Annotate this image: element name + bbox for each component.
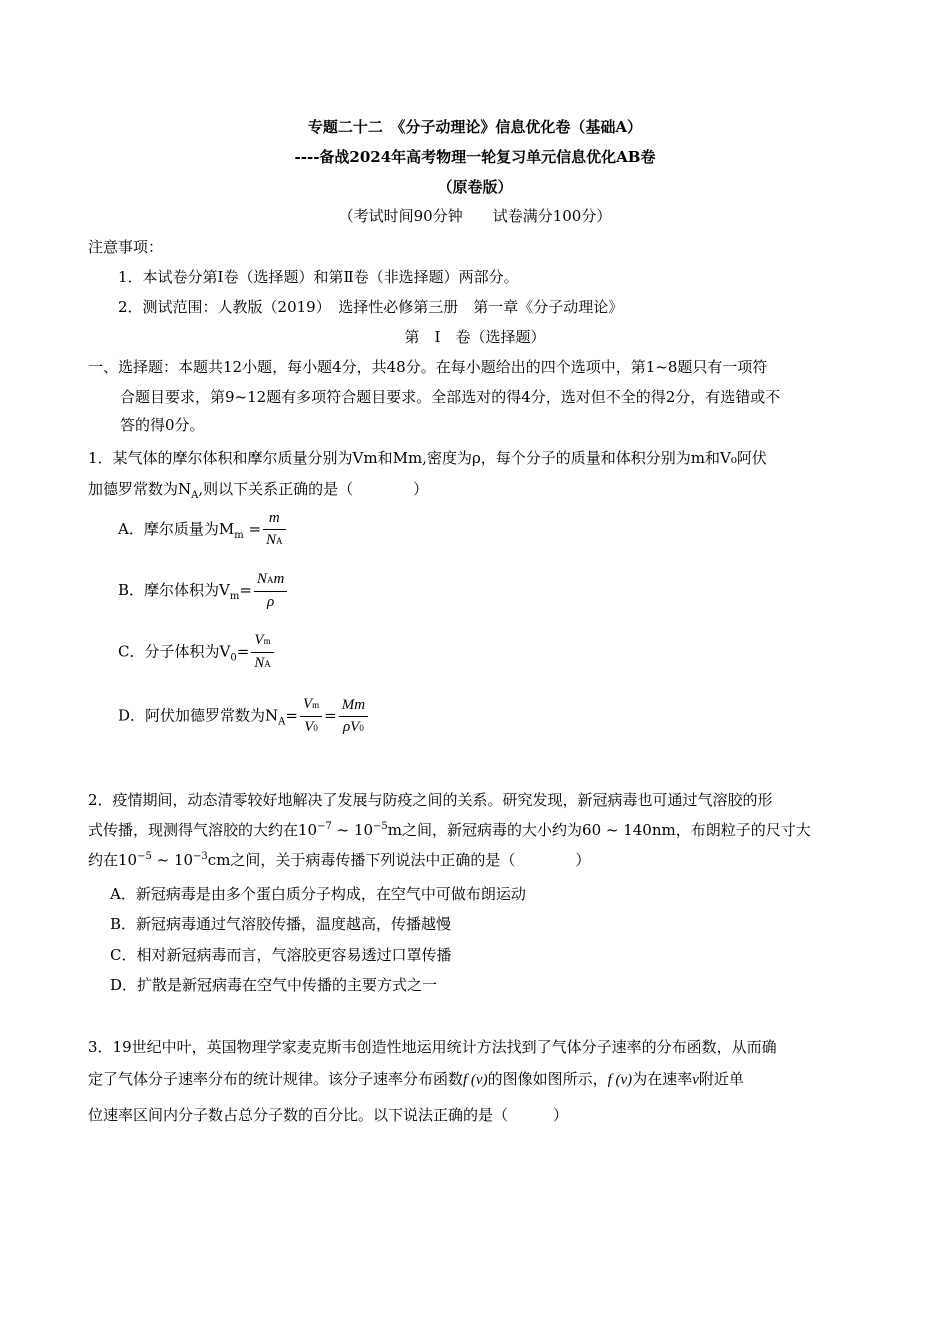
formula-fv: f (v) [463, 1072, 488, 1088]
q1-option-c[interactable]: C．分子体积为$V_0=$ $\frac{Vm}{NA}$ [118, 630, 276, 675]
formula-fraction: $\frac{m}{NA}$ [263, 508, 286, 552]
q2-option-b[interactable]: B．新冠病毒通过气溶胶传播，温度越高，传播越慢 [110, 915, 452, 933]
section-intro-line1: 一、选择题：本题共12小题，每小题4分，共48分。在每小题给出的四个选项中，第1~8题只有一项符 [88, 358, 768, 376]
section-title: 第 Ⅰ 卷（选择题） [404, 328, 546, 346]
exam-info: （考试时间90分钟 试卷满分100分） [338, 207, 612, 225]
section-intro-line2: 合题目要求，第9~12题有多项符合题目要求。全部选对的得4分，选对但不全的得2分，有选错或不 [120, 388, 781, 406]
formula-fraction: $\frac{\text{NAm}}{\rho}$ [254, 569, 287, 613]
q3-stem-line3: 位速率区间内分子数占总分子数的百分比。以下说法正确的是（ ） [88, 1106, 569, 1124]
notice-item-1: 1．本试卷分第Ⅰ卷（选择题）和第Ⅱ卷（非选择题）两部分。 [118, 268, 519, 286]
exam-subtitle: ----备战2024年高考物理一轮复习单元信息优化AB卷 [294, 148, 656, 166]
q2-option-d[interactable]: D．扩散是新冠病毒在空气中传播的主要方式之一 [110, 976, 438, 994]
q1-option-a[interactable]: A．摩尔质量为$M_m$ = $\frac{m}{NA}$ [118, 508, 288, 552]
formula-fv: f (v) [607, 1072, 633, 1088]
q2-option-c[interactable]: C．相对新冠病毒而言，气溶胶更容易透过口罩传播 [110, 946, 452, 964]
q1-stem-line1: 1．某气体的摩尔体积和摩尔质量分别为Vm和Mm,密度为ρ，每个分子的质量和体积分别为m和V₀阿伏 [88, 449, 767, 467]
formula-fraction: $\frac{Vm}{V0}$ [300, 694, 322, 739]
q2-stem-line2: 式传播，现测得气溶胶的大约在$10^{-7}$ ~ $10^{-5}m$之间，新冠病毒的大小约为60 ~ 140nm，布朗粒子的尺寸大 [88, 821, 811, 839]
formula-fraction: $\frac{Mm}{\rho V0}$ [339, 695, 368, 739]
notice-heading: 注意事项： [88, 238, 164, 256]
exam-version: （原卷版） [437, 178, 513, 196]
exam-title: 专题二十二 《分子动理论》信息优化卷（基础A） [307, 118, 643, 136]
q3-stem-line1: 3．19世纪中叶，英国物理学家麦克斯韦创造性地运用统计方法找到了气体分子速率的分布函数，从而确 [88, 1038, 777, 1056]
notice-item-2: 2．测试范围：人教版（2019） 选择性必修第三册 第一章《分子动理论》 [118, 298, 624, 316]
q2-stem-line1: 2．疫情期间，动态清零较好地解决了发展与防疫之间的关系。研究发现，新冠病毒也可通过气溶胶的形 [88, 791, 773, 809]
q2-option-a[interactable]: A．新冠病毒是由多个蛋白质分子构成，在空气中可做布朗运动 [110, 885, 526, 903]
q1-option-b[interactable]: B．摩尔体积为$V_m=$ $\frac{\text{NAm}}{\rho}$ [118, 569, 289, 613]
formula-fraction: $\frac{Vm}{NA}$ [251, 630, 274, 675]
q2-stem-line3: 约在$10^{-5}$ ~ $10^{-3}cm$之间，关于病毒传播下列说法中正确的是（ ） [88, 851, 591, 869]
q1-stem-line2: 加德罗常数为$N_A$,则以下关系正确的是（ ） [88, 480, 429, 501]
q1-option-d[interactable]: D．阿伏加德罗常数为$N_A=$ $\frac{Vm}{V0}$ = $\frac{Mm}{\rho V0}$ [118, 694, 370, 739]
q3-stem-line2: 定了气体分子速率分布的统计规律。该分子速率分布函数f (v)的图像如图所示，f (v)为在速率v附近单 [88, 1070, 744, 1088]
section-intro-line3: 答的得0分。 [120, 416, 205, 434]
